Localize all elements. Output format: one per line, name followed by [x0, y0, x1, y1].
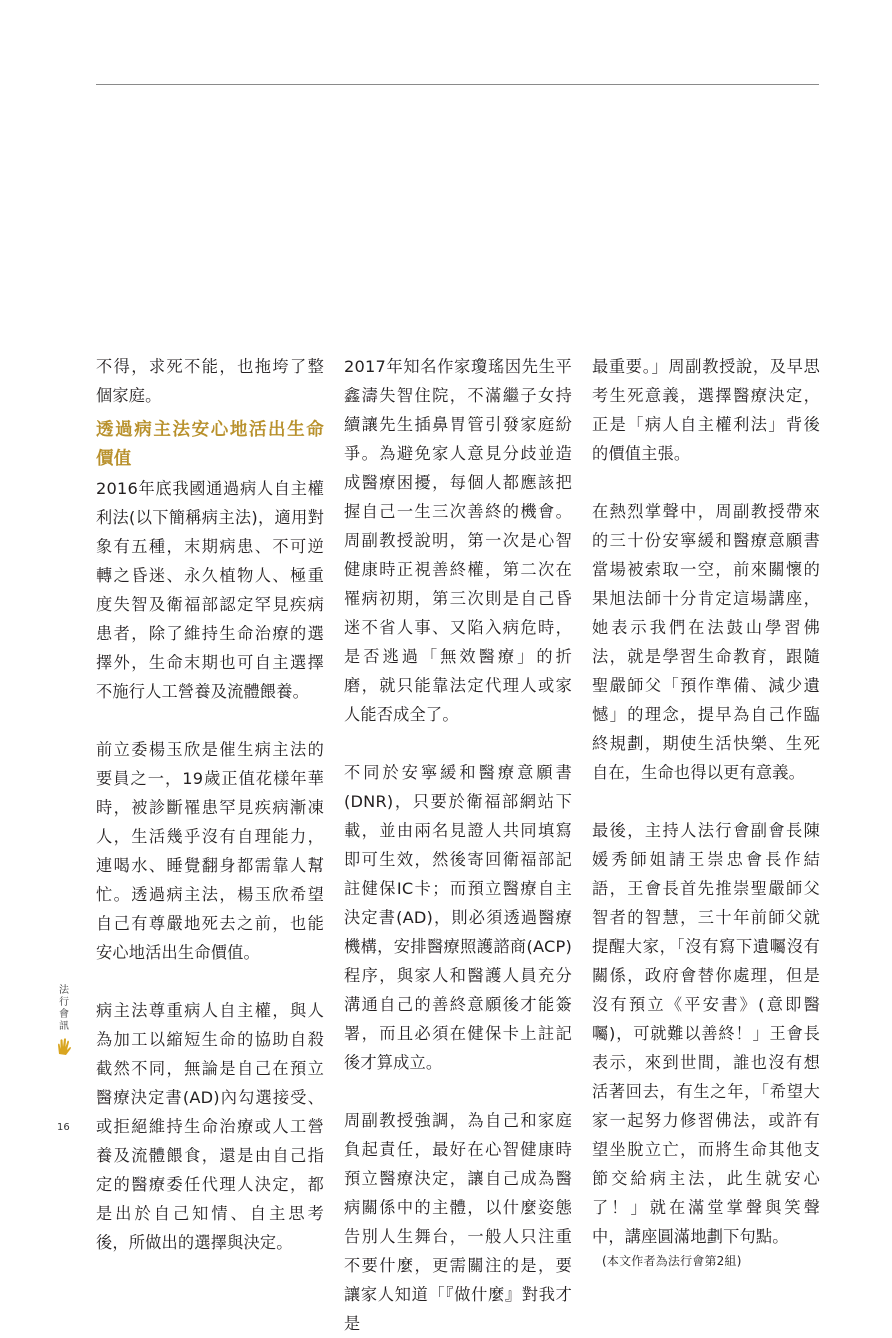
- top-divider: [96, 84, 819, 85]
- author-note: (本文作者為法行會第2組): [602, 1254, 742, 1268]
- hand-logo-icon: [56, 1036, 72, 1056]
- article-column-1: [96, 352, 324, 1257]
- article-column-2: [344, 352, 572, 1338]
- paragraph: 周副教授強調，為自己和家庭負起責任，最好在心智健康時預立醫療決定，讓自己成為醫病關係中的主體，以什麼姿態告別人生舞台，一般人只注重不要什麼，更需關注的是，要讓家人知道「『做什麼』對我才是: [344, 1111, 572, 1333]
- section-heading: 透過病主法安心地活出生命價值: [96, 420, 324, 469]
- paragraph: 病主法尊重病人自主權，與人為加工以縮短生命的協助自殺截然不同，無論是自己在預立醫療決定書(AD)內勾選接受、或拒絕維持生命治療或人工營養及流體餵食，還是由自己指定的醫療委任代理人決定，都是出於自己知情、自主思考後，所做出的選擇與決定。: [96, 1001, 324, 1252]
- paragraph: 2017年知名作家瓊瑤因先生平鑫濤失智住院，不滿繼子女持續讓先生插鼻胃管引發家庭紛爭。為避免家人意見分歧並造成醫療困擾，每個人都應該把握自己一生三次善終的機會。周副教授說明，第一次是心智健康時正視善終權，第二次在罹病初期，第三次則是自己昏迷不省人事、又陷入病危時，是否逃過「無效醫療」的折磨，就只能靠法定代理人或家人能否成全了。: [344, 357, 572, 724]
- paragraph: 不得，求死不能，也拖垮了整個家庭。: [96, 357, 324, 405]
- paragraph: 在熱烈掌聲中，周副教授帶來的三十份安寧緩和醫療意願書當場被索取一空，前來關懷的果旭法師十分肯定這場講座，她表示我們在法鼓山學習佛法，就是學習生命教育，跟隨聖嚴師父「預作準備、減少遺憾」的理念，提早為自己作臨終規劃，期使生活快樂、生死自在，生命也得以更有意義。: [592, 502, 820, 782]
- paragraph: 前立委楊玉欣是催生病主法的要員之一，19歲正值花樣年華時，被診斷罹患罕見疾病漸凍人，生活幾乎沒有自理能力，連喝水、睡覺翻身都需靠人幫忙。透過病主法，楊玉欣希望自己有尊嚴地死去之前，也能安心地活出生命價值。: [96, 740, 324, 962]
- paragraph: 最後，主持人法行會副會長陳媛秀師姐請王崇忠會長作結語，王會長首先推崇聖嚴師父智者的智慧，三十年前師父就提醒大家，「沒有寫下遺囑沒有關係，政府會替你處理，但是沒有預立《平安書》(意即醫囑)，可就難以善終！」王會長表示，來到世間，誰也沒有想活著回去，有生之年，「希望大家一起努力修習佛法，或許有望坐脫立亡，而將生命其他支節交給病主法，此生就安心了！」就在滿堂掌聲與笑聲中，講座圓滿地劃下句點。: [592, 821, 820, 1246]
- paragraph: 2016年底我國通過病人自主權利法(以下簡稱病主法)，適用對象有五種，末期病患、不可逆轉之昏迷、永久植物人、極重度失智及衛福部認定罕見疾病患者，除了維持生命治療的選擇外，生命末期也可自主選擇不施行人工營養及流體餵養。: [96, 479, 324, 701]
- paragraph: 最重要。」周副教授說，及早思考生死意義，選擇醫療決定，正是「病人自主權利法」背後的價值主張。: [592, 357, 820, 463]
- paragraph: 不同於安寧緩和醫療意願書(DNR)，只要於衛福部網站下載，並由兩名見證人共同填寫即可生效，然後寄回衛福部記註健保IC卡；而預立醫療自主決定書(AD)，則必須透過醫療機構，安排醫療照護諮商(ACP)程序，與家人和醫護人員充分溝通自己的善終意願後才能簽署，而且必須在健保卡上註記後才算成立。: [344, 763, 572, 1072]
- article-column-3: [592, 352, 820, 1271]
- page-number: 16: [57, 1122, 70, 1133]
- magazine-logo: 法行會訊: [59, 985, 69, 1032]
